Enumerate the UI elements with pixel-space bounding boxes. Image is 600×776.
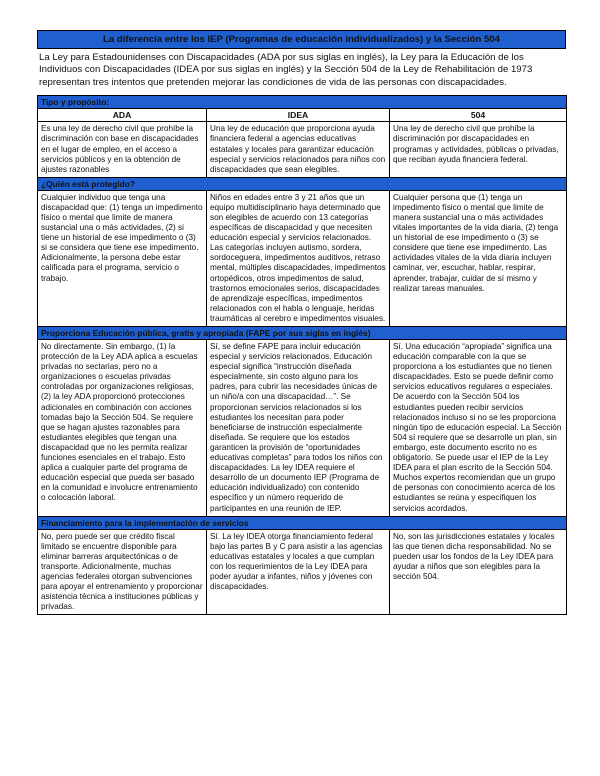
section-row-protected	[38, 177, 567, 190]
table-row-purpose	[38, 122, 567, 177]
cell-protected-ada: Cualquier individuo que tenga una discapacidad que: (1) tenga un impedimento físico o mental que limite de manera sustancial una o más actividades, (2) si tiene un historial de ese impedimento o (3) si se considera que tiene ese impedimento. Adicionalmente, la persona debe estar calificada para el programa, servicio o trabajo.	[38, 190, 207, 326]
cell-fape-ada: No directamente. Sin embargo, (1) la protección de la Ley ADA aplica a escuelas privadas no sectarias, pero no a organizaciones o escuelas privadas controladas por organizaciones religiosas, (2) la ley ADA proporcionó protecciones adicionales en combinación con acciones tomadas bajo la Sección 504. Se requiere que se hagan ajustes razonables para estudiantes elegibles que tengan una discapacidad que no les permita realizar funciones esenciales en el trabajo. Esto aplica a cualquier parte del programa de educación especial que pueda ser basado en la comunidad e involucre entrenamiento o colocación laboral.	[38, 340, 207, 517]
cell-protected-504: Cualquier persona que (1) tenga un impedimento físico o mental que limite de manera sustancial una o más actividades vitales importantes de la vida diaria, (2) tenga un historial de ese impedimento o (3) se considere que tiene ese impedimento. Las actividades vitales de la vida diaria incluyen caminar, ver, escuchar, hablar, respirar, aprender, trabajar, cuidar de sí mismo y realizar tareas manuales.	[390, 190, 567, 326]
column-header-idea: IDEA	[207, 109, 390, 122]
cell-purpose-504: Una ley de derecho civil que prohíbe la discriminación por discapacidades en programas y actividades, públicas o privadas, que reciban ayuda financiera federal.	[390, 122, 567, 177]
cell-purpose-ada: Es una ley de derecho civil que prohíbe la discriminación con base en discapacidades en el lugar de empleo, en el acceso a servicios públicos y en la obtención de ajustes razonables	[38, 122, 207, 177]
comparison-table	[37, 95, 567, 615]
section-heading-fape: Proporciona Educación pública, gratis y apropiada (FAPE por sus siglas en inglés)	[38, 327, 567, 340]
intro-paragraph: La Ley para Estadounidenses con Discapacidades (ADA por sus siglas en inglés), la Ley para la Educación de los Individuos con Discapacidades (IDEA por sus siglas en inglés) y la Sección 504 de la Ley de Rehabilitación de 1973 representan tres intentos que pretenden mejorar las condiciones de vida de las personas con discapacidades.	[39, 52, 533, 88]
cell-purpose-idea: Una ley de educación que proporciona ayuda financiera federal a agencias educativas estatales y locales para garantizar educación especial y servicios relacionados para niños con discapacidades que sean elegibles.	[207, 122, 390, 177]
section-heading-protected: ¿Quién está protegido?	[38, 177, 567, 190]
cell-funding-504: No, son las jurisdicciones estatales y locales las que tienen dicha responsabilidad. No se pueden usar los fondos de la Ley IDEA para ayudar a niños que son elegibles para la sección 504.	[390, 529, 567, 615]
cell-protected-idea	[207, 190, 390, 326]
document-page	[37, 30, 566, 615]
table-row-protected	[38, 190, 567, 326]
cell-fape-504: Sí. Una educación “apropiada” significa una educación comparable con la que se proporciona a los estudiantes que no tienen discapacidades. Esto se puede definir como servicios educativos regulares o especiales. De acuerdo con la Sección 504 los estudiantes pueden recibir servicios relacionados incluso si no se les proporciona ningún tipo de educación especial. La Sección 504 sí requiere que se desarrolle un plan, sin embargo, este documento escrito no es obligatorio. Se puede usar el IEP de la Ley IDEA para el plan escrito de la Sección 504. Muchos expertos recomiendan que un grupo de personas con conocimiento acerca de los estudiantes se reúna y especifiquen los servicios acordados.	[390, 340, 567, 517]
section-heading-funding: Financiamiento para la implementación de servicios	[38, 516, 567, 529]
section-heading-purpose: Tipo y propósito:	[38, 96, 567, 109]
column-header-row	[38, 109, 567, 122]
section-row-fape	[38, 327, 567, 340]
idea-protected-paragraph-2: Las categorías incluyen autismo, sordera, sordoceguera, impedimentos auditivos, retraso mental, múltiples discapacidades, impedimentos ortopédicos, otros impedimentos de salud, trastornos emocionales serios, discapacidades de aprendizaje específicas, impedimentos relacionados con el habla o lenguaje, heridas traumáticas al cerebro e impedimentos visuales.	[210, 243, 386, 323]
column-header-504: 504	[390, 109, 567, 122]
idea-protected-paragraph-1: Niños en edades entre 3 y 21 años que un equipo multidisciplinario haya determinado que son elegibles de acuerdo con 13 categorías específicas de discapacidad y que necesiten educación especial y servicios relacionados.	[210, 192, 381, 243]
cell-fape-idea: Sí, se define FAPE para incluir educación especial y servicios relacionados. Educación especial significa “instrucción diseñada especialmente, sin costo alguno para los padres, para cubrir las necesidades únicas de un niño/a con una discapacidad…”. Se proporcionan servicios relacionados si los estudiantes los necesitan para poder beneficiarse de instrucción especialmente diseñada. Se requiere que los estados garanticen la provisión de “oportunidades educativas completas” para todos los niños con discapacidades. La ley IDEA requiere el desarrollo de un documento IEP (Programa de educación individualizado) con contenido específico y un número requerido de participantes en una reunión de IEP.	[207, 340, 390, 517]
column-header-ada: ADA	[38, 109, 207, 122]
table-row-fape	[38, 340, 567, 517]
table-row-funding	[38, 529, 567, 615]
section-row-funding	[38, 516, 567, 529]
section-row-purpose	[38, 96, 567, 109]
cell-funding-idea: Sí. La ley IDEA otorga financiamiento federal bajo las partes B y C para asistir a las agencias educativas estatales y locales a que cumplan con los requerimientos de la Ley IDEA para poder ayudar a infantes, niños y jóvenes con discapacidades.	[207, 529, 390, 615]
cell-funding-ada: No, pero puede ser que crédito fiscal limitado se encuentre disponible para eliminar barreras arquitectónicas o de transporte. Adicionalmente, muchas agencias federales otorgan subvenciones para apoyar el entrenamiento y proporcionar asistencia técnica a instituciones públicas y privadas.	[38, 529, 207, 615]
document-title: La diferencia entre los IEP (Programas de educación individualizados) y la Sección 504	[37, 30, 566, 49]
